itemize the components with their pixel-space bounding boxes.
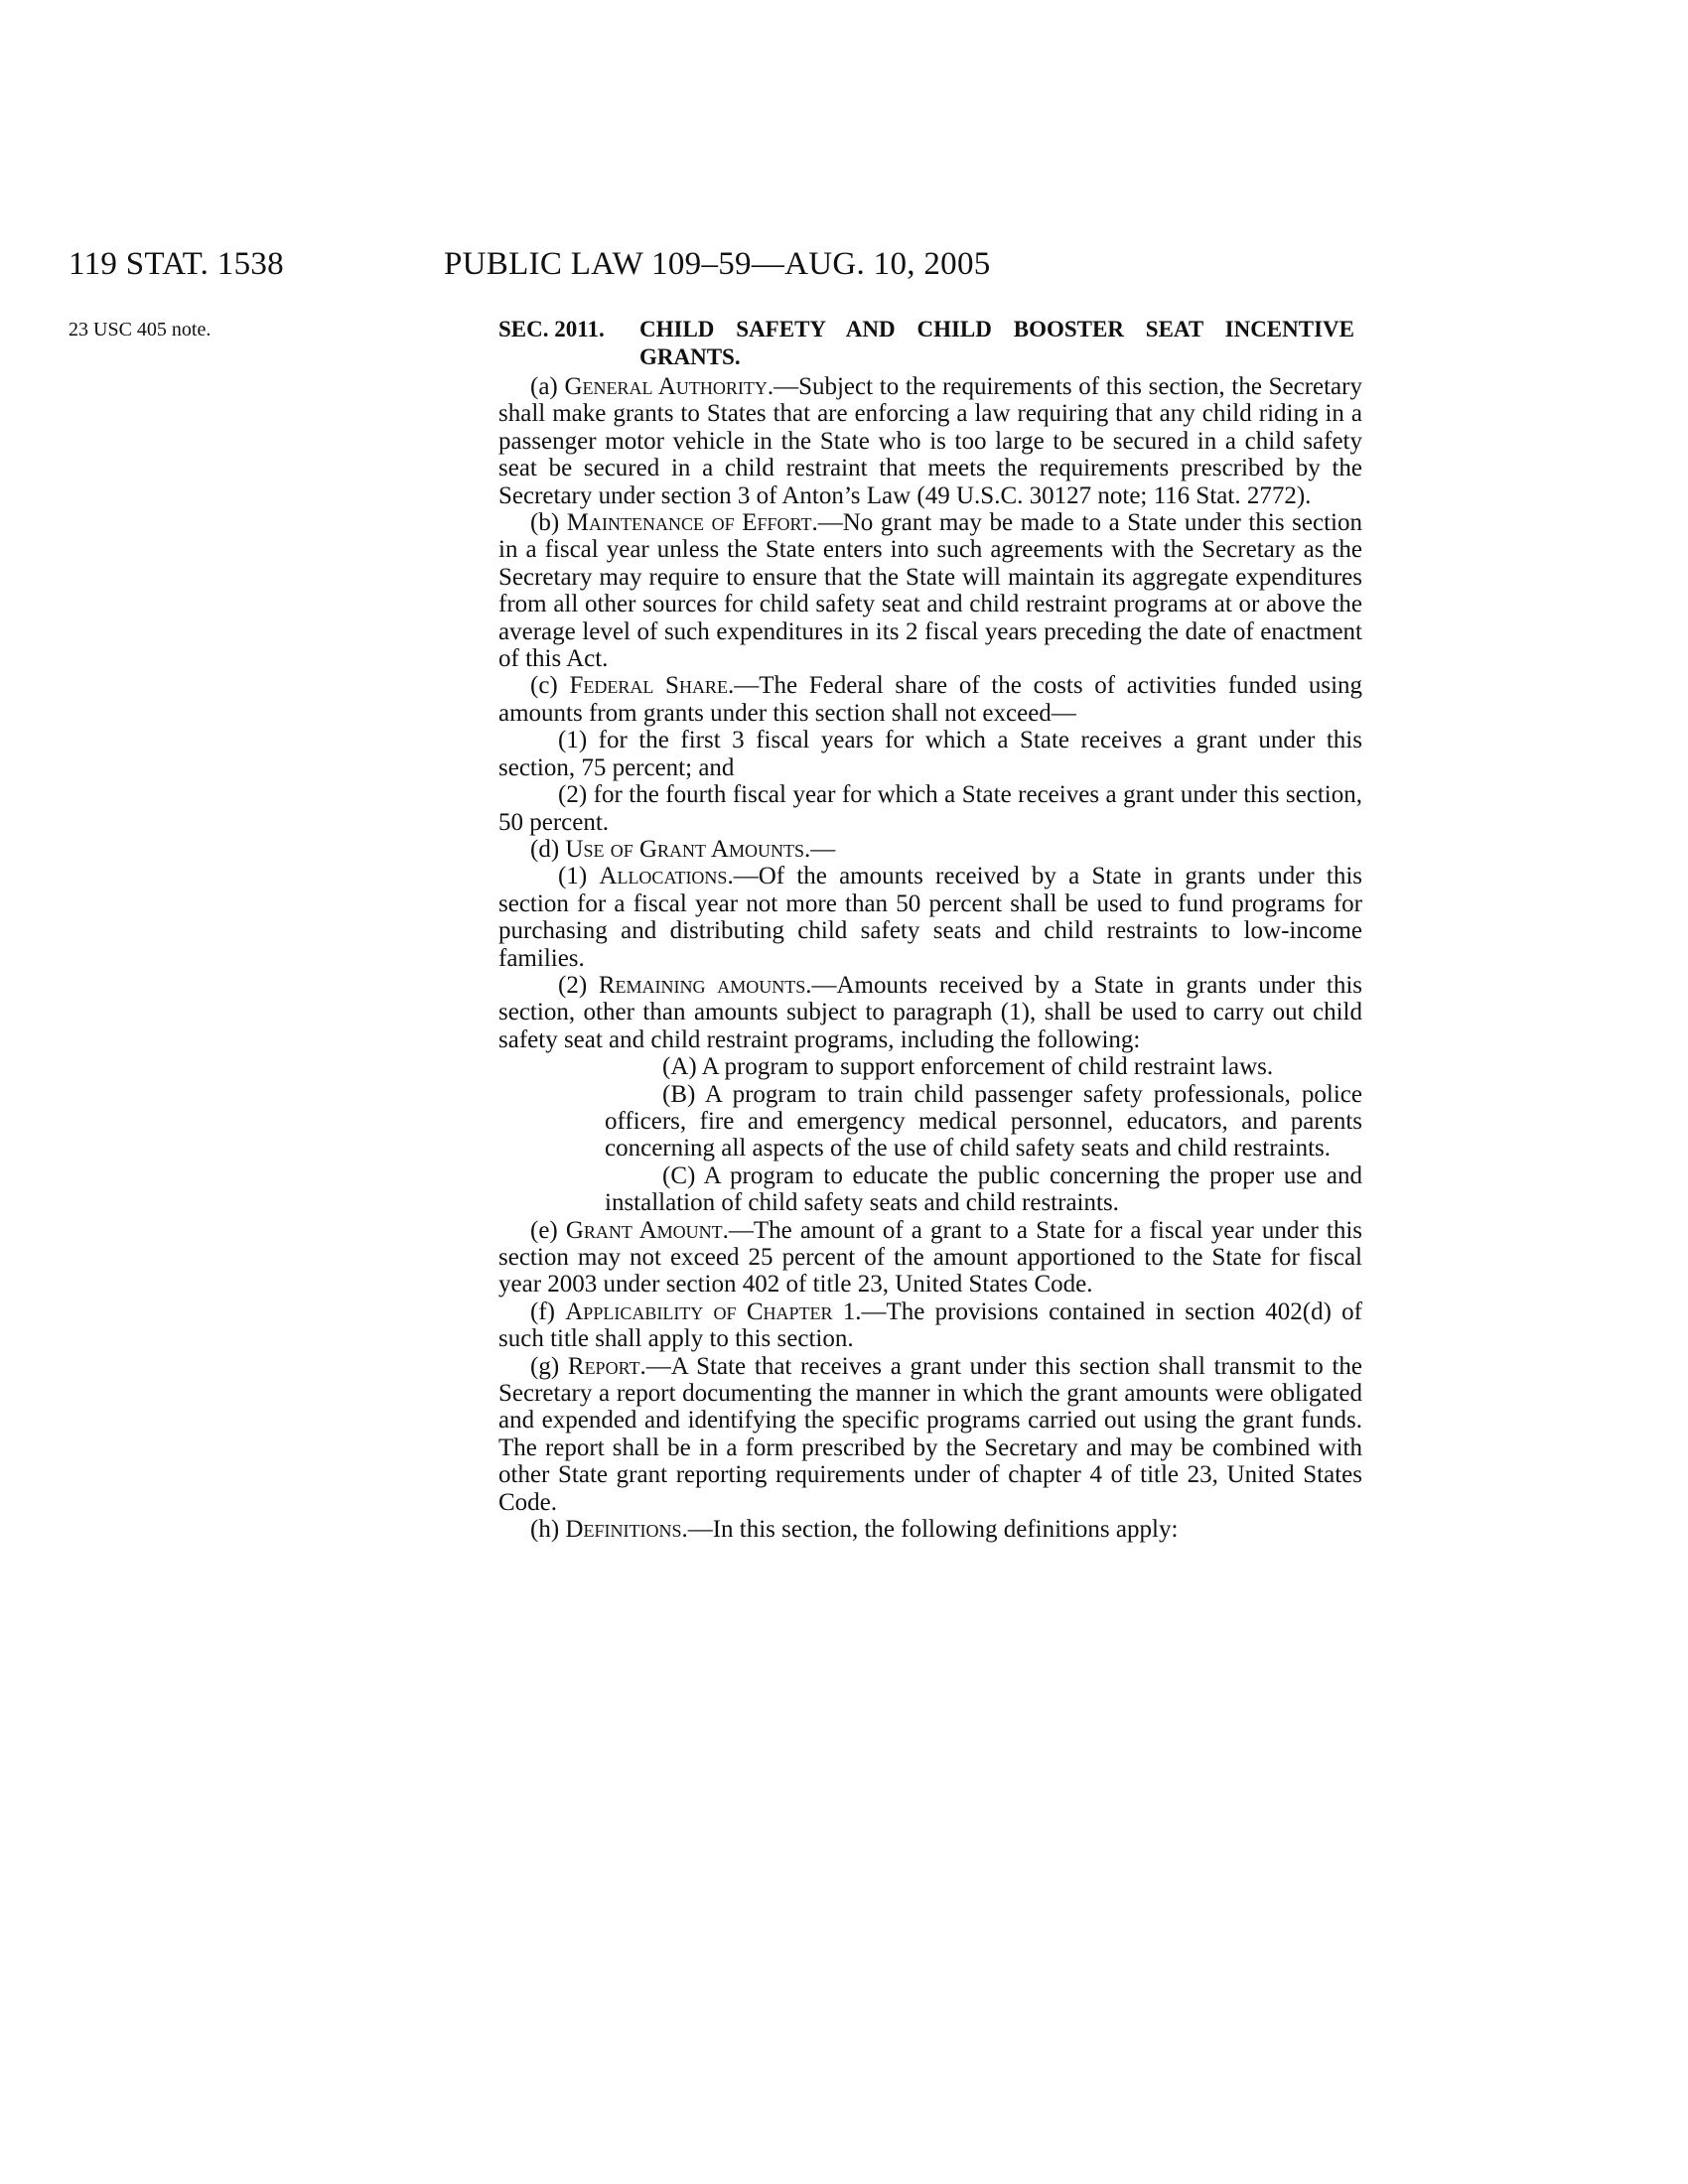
paragraph-label: (f): [530, 1297, 555, 1325]
list-item: (2) for the fourth fiscal year for which a State receives a grant under this section, 50 percent.: [498, 781, 1362, 836]
paragraph-f: [498, 1298, 1362, 1353]
paragraph-heading: Allocations: [599, 863, 728, 890]
paragraph-label: (b): [530, 509, 560, 537]
paragraph-c: (c) Federal Share.—The Federal share of the costs of activities funded using amounts from grants under this section shall not exceed—: [498, 672, 1363, 727]
paragraph-text: —: [810, 835, 836, 863]
stat-page-number: 119 STAT. 1538: [69, 246, 284, 282]
paragraph-text: —No grant may be made to a State under this section in a fiscal year unless the State enters into such agreements with the Secretary as the Secretary may require to ensure that the State will maintain its aggregate expenditures from all other sources for child safety seat and child restraint programs at or above the average level of such expenditures in its 2 fiscal years preceding the date of enactment of this Act.: [498, 509, 1362, 673]
paragraph-h: (h) Definitions.—In this section, the following definitions apply:: [530, 1516, 1179, 1544]
paragraph-label: (h): [530, 1516, 560, 1544]
paragraph-text: —The amount of a grant to a State for a fiscal year under this section may not exceed 25 percent of the amount apportioned to the State for fiscal year 2003 under section 402 of title 23, United States Code.: [498, 1216, 1362, 1298]
paragraph-e: (e) Grant Amount.—The amount of a grant to a State for a fiscal year under this section may not exceed 25 percent of the amount apportioned to the State for fiscal year 2003 under section 402 of title 23, United States Code.: [498, 1216, 1362, 1298]
paragraph-heading: Federal Share: [569, 672, 728, 700]
paragraph-text: —In this section, the following definitions apply:: [687, 1516, 1179, 1544]
paragraph-text: .—The provisions contained in section 402(d) of such title shall apply to this section.: [498, 1297, 1363, 1353]
paragraph-g: (g) Report.—A State that receives a grant under this section shall transmit to the Secretary a report documenting the manner in which the grant amounts were obligated and expended and identifying the specific programs carried out using the grant funds. The report shall be in a form prescribed by the Secretary and may be combined with other State grant reporting requirements under of chapter 4 of title 23, United States Code.: [498, 1352, 1362, 1516]
section-body: [498, 373, 1362, 1543]
paragraph-heading: Report: [567, 1352, 640, 1380]
paragraph-heading: Maintenance of Effort: [566, 509, 812, 537]
paragraph-label: (2): [558, 971, 588, 999]
margin-citation: 23 USC 405 note.: [69, 319, 211, 341]
paragraph-text: —A State that receives a grant under this section shall transmit to the Secretary a report documenting the manner in which the grant amounts were obligated and expended and identifying the specific programs carried out using the grant funds. The report shall be in a form prescribed by the Secretary and may be combined with other State grant reporting requirements under of chapter 4 of title 23, United States Code.: [498, 1352, 1362, 1516]
paragraph-heading: Definitions: [565, 1516, 682, 1544]
paragraph-label: (e): [530, 1216, 558, 1244]
paragraph-label: (g): [530, 1352, 560, 1380]
paragraph-label: (c): [530, 672, 558, 700]
paragraph-heading: Grant Amount: [565, 1216, 723, 1244]
paragraph-text: —Subject to the requirements of this section, the Secretary shall make grants to States that are enforcing a law requiring that any child riding in a passenger motor vehicle in the State who is too large to be secured in a child safety seat be secured in a child restraint that meets the requirements prescribed by the Secretary under section 3 of Anton’s Law (49 U.S.C. 30127 note; 116 Stat. 2772).: [498, 373, 1362, 509]
list-item: (1) for the first 3 fiscal years for which a State receives a grant under this section, 75 percent; and: [498, 727, 1362, 781]
section-heading: [498, 316, 1362, 371]
list-item: (B) A program to train child passenger safety professionals, police officers, fire and emergency medical personnel, educators, and parents concerning all aspects of the use of child safety seats and child restraints.: [605, 1080, 1362, 1162]
paragraph-label: (1): [558, 863, 588, 890]
paragraph-text: —Of the amounts received by a State in grants under this section for a fiscal year not more than 50 percent shall be used to fund programs for purchasing and distributing child safety seats and child restraints to low-income families.: [498, 863, 1362, 972]
section-title-line1: CHILD SAFETY AND CHILD BOOSTER SEAT INCENTIVE: [639, 317, 1354, 341]
paragraph-heading: Use of Grant Amounts: [565, 835, 804, 863]
paragraph-heading: Applicability of Chapter 1: [565, 1297, 856, 1325]
paragraph-text: —The Federal share of the costs of activities funded using amounts from grants under this section shall not exceed—: [498, 672, 1363, 727]
paragraph-d: (d) Use of Grant Amounts.—: [530, 835, 836, 863]
paragraph-text: —Amounts received by a State in grants under this section, other than amounts subject to paragraph (1), shall be used to carry out child safety seat and child restraint programs, including the following:: [498, 971, 1363, 1053]
subparagraph-d2: (2) Remaining amounts.—Amounts received by a State in grants under this section, other than amounts subject to paragraph (1), shall be used to carry out child safety seat and child restraint programs, including the following:: [498, 971, 1363, 1053]
paragraph-a: (a) General Authority.—Subject to the requirements of this section, the Secretary shall make grants to States that are enforcing a law requiring that any child riding in a passenger motor vehicle in the State who is too large to be secured in a child safety seat be secured in a child restraint that meets the requirements prescribed by the Secretary under section 3 of Anton’s Law (49 U.S.C. 30127 note; 116 Stat. 2772).: [498, 373, 1362, 509]
paragraph-label: (a): [530, 373, 558, 400]
section-number: SEC. 2011.: [498, 317, 605, 341]
paragraph-b: (b) Maintenance of Effort.—No grant may be made to a State under this section in a fiscal year unless the State enters into such agreements with the Secretary as the Secretary may require to ensure that the State will maintain its aggregate expenditures from all other sources for child safety seat and child restraint programs at or above the average level of such expenditures in its 2 fiscal years preceding the date of enactment of this Act.: [498, 509, 1362, 673]
paragraph-heading: Remaining amounts: [598, 971, 806, 999]
subparagraph-d1: (1) Allocations.—Of the amounts received by a State in grants under this section for a fiscal year not more than 50 percent shall be used to fund programs for purchasing and distributing child safety seats and child restraints to low-income families.: [498, 863, 1362, 972]
list-item: (C) A program to educate the public concerning the proper use and installation of child safety seats and child restraints.: [605, 1161, 1362, 1217]
list-item: (A) A program to support enforcement of child restraint laws.: [662, 1053, 1274, 1081]
paragraph-heading: General Authority: [564, 373, 768, 400]
paragraph-label: (d): [530, 835, 560, 863]
running-head: PUBLIC LAW 109–59—AUG. 10, 2005: [444, 246, 991, 282]
section-title-line2: GRANTS.: [639, 344, 741, 369]
